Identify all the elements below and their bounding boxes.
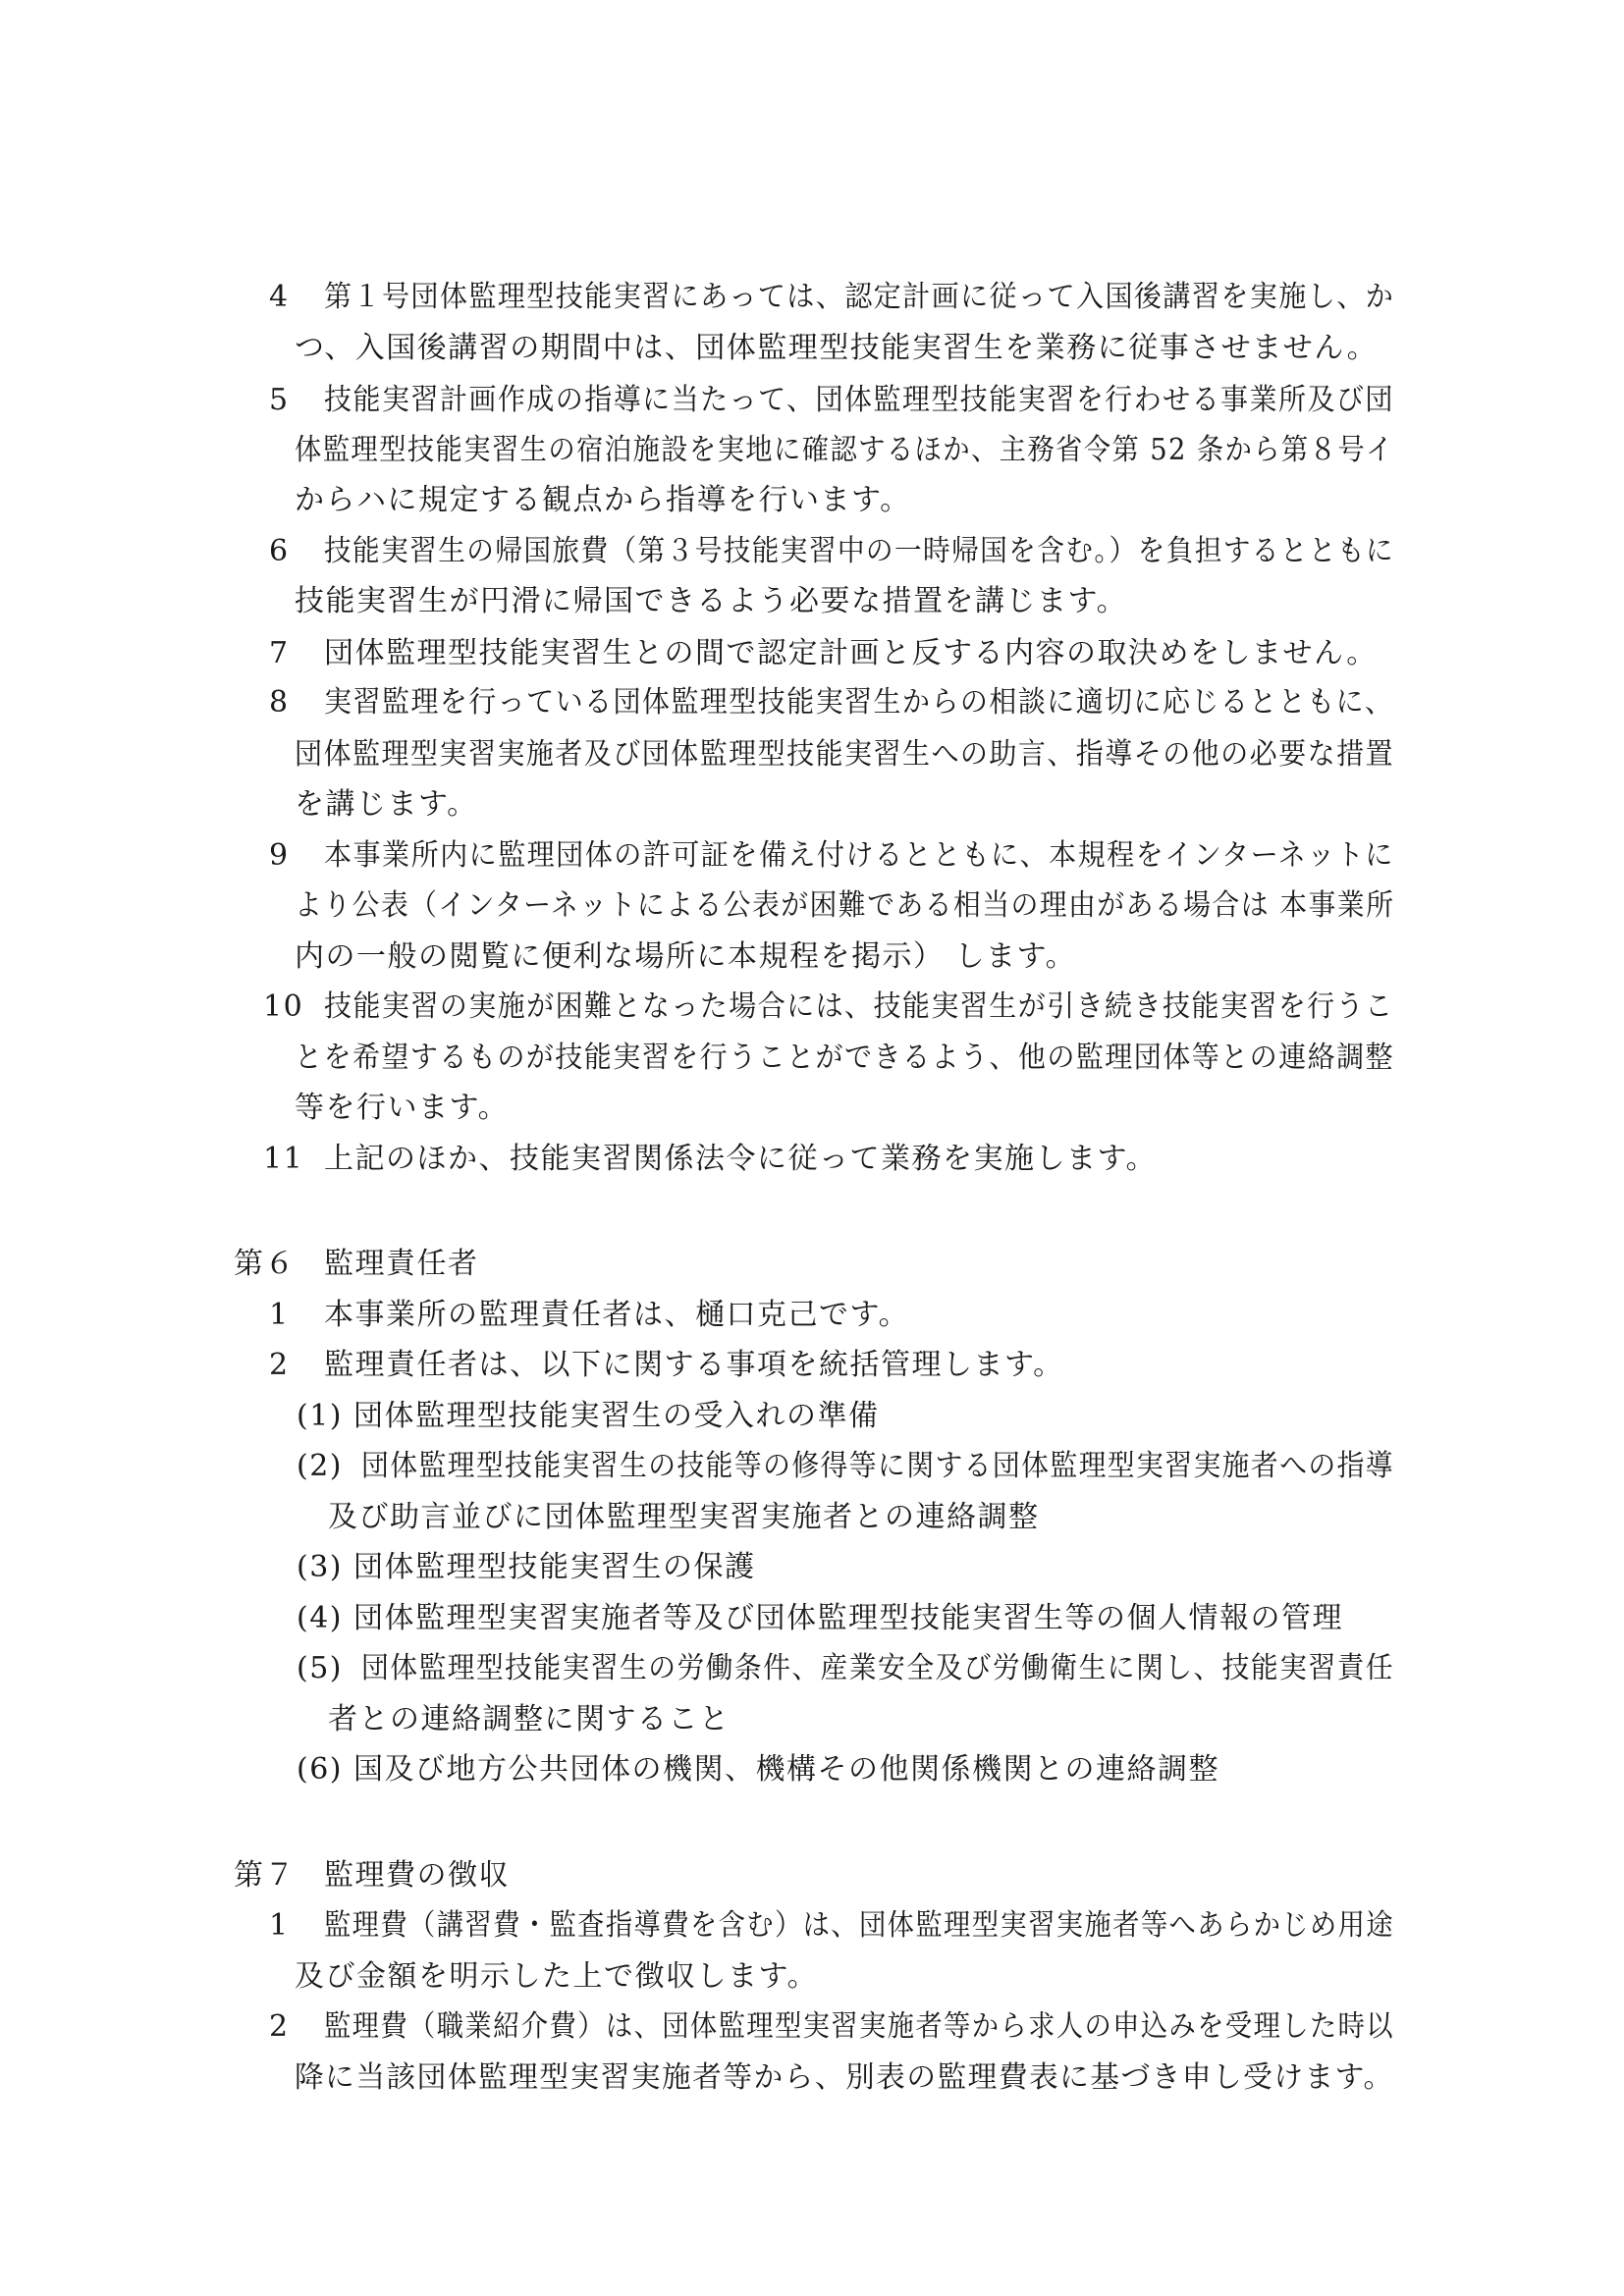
section-title: 監理責任者 (324, 1247, 479, 1281)
item-number: 10 (263, 989, 304, 1024)
sub-item-number: (5) (297, 1651, 343, 1685)
section-number: 第７ (234, 1858, 296, 1893)
sub-item-number: (2) (297, 1449, 343, 1483)
sub-item-number: (6) (297, 1752, 343, 1787)
item-number: 2 (269, 1348, 290, 1382)
sub-item-number: (3) (297, 1550, 343, 1584)
item-number: 1 (269, 1908, 290, 1943)
item-number: 6 (269, 534, 290, 568)
section-title: 監理費の徴収 (324, 1858, 510, 1893)
item-number: 8 (269, 685, 290, 720)
section-number: 第６ (234, 1247, 296, 1281)
document-page: 4 第１号団体監理型技能実習にあっては、認定計画に従って入国後講習を実施し、か つ、入国後講習の期間中は、団体監理型技能実習生を業務に従事させません。 5 技能実習計画作成の指導に当たって、団体監理型技能実習を行わせる事業所及び団 体監理型技能実習生の宿泊施設を実地に確認するほか、主務省令第 52 条から第８号イ からハに規定する観点から指導を行います。 6 技能実習生の帰国旅費（第３号技能実習中の一時帰国を含む。）を負担するとともに 技能実習生が円滑に帰国できるよう必要な措置を講じます。 7 団体監理型技能実習生との間で認定計画と反する内容の取決めをしません。 8 実習監理を行っている団体監理型技能実習生からの相談に適切に応じるとともに、 団体監理型実習実施者及び団体監理型技能実習生への助言、指導その他の必要な措置 を講じます。 9 本事業所内に監理団体の許可証を備え付けるとともに、本規程をインターネットに より公表（インターネットによる公表が困難である相当の理由がある場合は 本事業所 内の一般の閲覧に便利な場所に本規程を掲示） します。 10 技能実習の実施が困難となった場合には、技能実習生が引き続き技能実習を行うこ とを希望するものが技能実習を行うことができるよう、他の監理団体等との連絡調整 等を行います。 11 上記のほか、技能実習関係法令に従って業務を実施します。 第６ 監理責任者 1 本事業所の監理責任者は、樋口克己です。 2 監理責任者は、以下に関する事項を統括管理します。 (1) 団体監理型技能実習生の受入れの準備 (2) 団体監理型技能実習生の技能等の修得等に関する団体監理型実習実施者への指導 及び助言並びに団体監理型実習実施者との連絡調整 (3) 団体監理型技能実習生の保護 (4) 団体監理型実習実施者等及び団体監理型技能実習生等の個人情報の管理 (5) 団体監理型技能実習生の労働条件、産業安全及び労働衛生に関し、技能実習責任 者との連絡調整に関すること (6) 国及び地方公共団体の機関、機構その他関係機関との連絡調整 第７ 監理費の徴収 1 監理費（講習費・監査指導費を含む）は、団体監理型実習実施者等へあらかじめ用途 及び金額を明示した上で徴収します。 2 監理費（職業紹介費）は、団体監理型実習実施者等から求人の申込みを受理した時以 降に当該団体監理型実習実施者等から、別表の監理費表に基づき申し受けます。 (234, 280, 1395, 2095)
item-number: 9 (269, 838, 290, 873)
sub-item-number: (1) (297, 1399, 343, 1433)
item-number: 1 (269, 1298, 290, 1332)
sub-item-number: (4) (297, 1601, 343, 1635)
item-number: 7 (269, 636, 290, 670)
item-number: 4 (269, 280, 290, 314)
item-number: 5 (269, 383, 290, 417)
item-number: 2 (269, 2009, 290, 2044)
item-number: 11 (263, 1142, 304, 1176)
